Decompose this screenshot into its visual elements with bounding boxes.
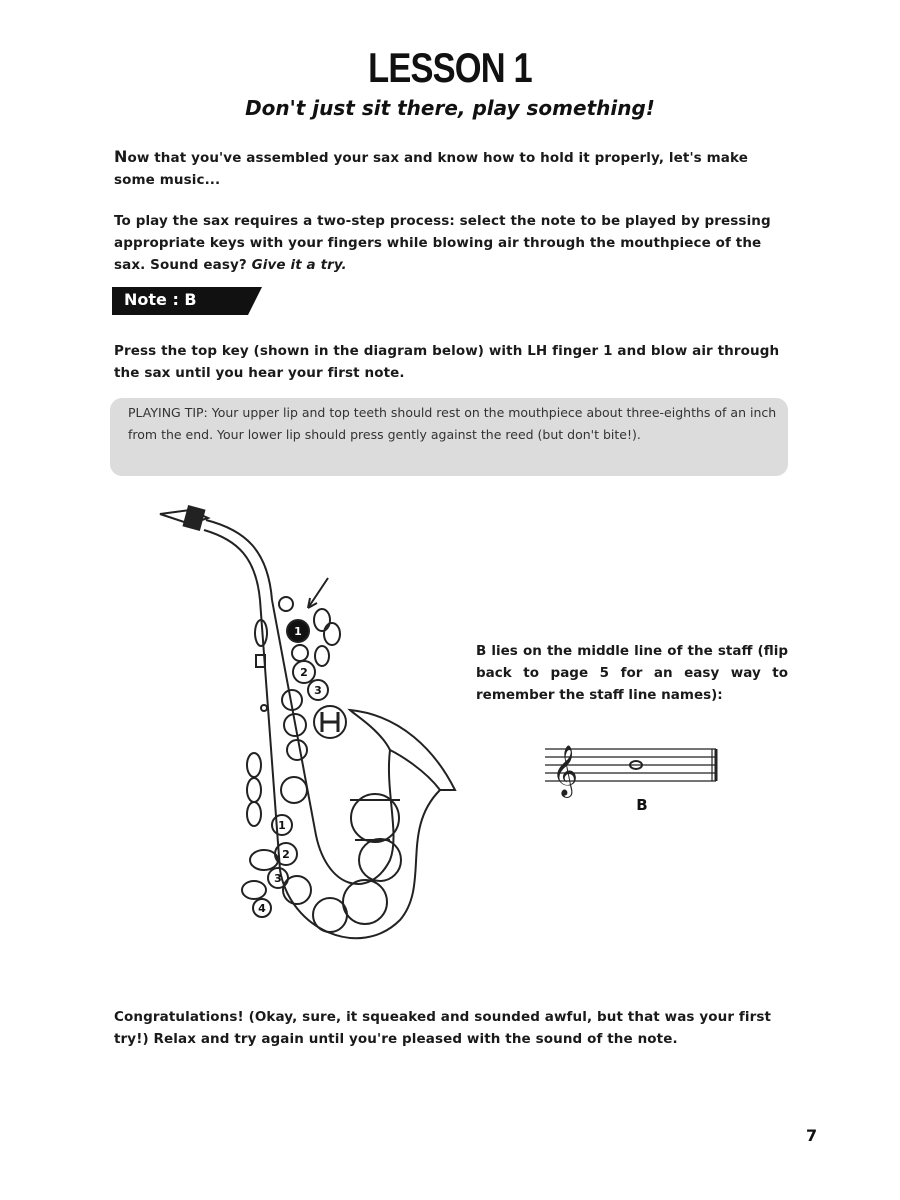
- key-number-label: 1: [294, 625, 302, 638]
- key-icon: [343, 880, 387, 924]
- instruction-paragraph: Press the top key (shown in the diagram below) with LH finger 1 and blow air through the sax until you hear your first note.: [114, 343, 780, 381]
- side-key-icon: [247, 778, 261, 802]
- playing-tip-text: PLAYING TIP: Your upper lip and top teeth should rest on the mouthpiece about three-eighths of an inch from the end. Your lower lip should press gently against the reed (but don't bite!).: [128, 405, 777, 442]
- key-number-label: 1: [278, 819, 286, 832]
- small-key-icon: [261, 705, 267, 711]
- closing-paragraph: Congratulations! (Okay, sure, it squeaked and sounded awful, but that was your first try!) Relax and try again until you're pleased with the sound of the note.: [114, 1009, 772, 1047]
- key-number-label: 4: [258, 902, 266, 915]
- neck-inner-outline: [204, 530, 260, 600]
- music-staff: [540, 735, 720, 800]
- bell-outline: [350, 710, 455, 790]
- table-key-icon: [250, 850, 278, 870]
- lesson-subtitle: Don't just sit there, play something!: [245, 96, 655, 120]
- key-number-label: 2: [300, 666, 308, 679]
- lesson-title: LESSON 1: [368, 44, 532, 91]
- key-number-label: 3: [314, 684, 322, 697]
- key-h-symbol: [322, 712, 338, 732]
- treble-clef-icon: 𝄞: [552, 745, 579, 796]
- side-key-icon: [324, 623, 340, 645]
- side-key-icon: [314, 609, 330, 631]
- side-key-icon: [247, 753, 261, 777]
- key-number-label: 2: [282, 848, 290, 861]
- note-label: Note : B: [124, 290, 197, 309]
- intro-paragraph: [114, 146, 786, 191]
- side-key-icon: [315, 646, 329, 666]
- key-number-label: 3: [274, 872, 282, 885]
- bow-inner-outline: [315, 750, 394, 884]
- drop-letter: N: [114, 147, 128, 166]
- arrow-line: [308, 578, 328, 608]
- process-italic: Give it a try.: [251, 257, 347, 273]
- page-number: 7: [806, 1126, 818, 1145]
- playing-tip-box: [110, 398, 788, 476]
- side-key-icon: [247, 802, 261, 826]
- key-icon: [281, 777, 307, 803]
- saxophone-diagram: [150, 500, 470, 960]
- staff-note-name: B: [636, 796, 648, 814]
- note-heading: [112, 287, 262, 315]
- process-paragraph: [114, 210, 786, 276]
- intro-text: ow that you've assembled your sax and know how to hold it properly, let's make some music...: [114, 150, 748, 188]
- key-icon: [313, 898, 347, 932]
- key-icon: [292, 645, 308, 661]
- process-text: To play the sax requires a two-step process: select the note to be played by pressing appropriate keys with your fingers while blowing air through the mouthpiece of the sax. Sound easy?: [114, 213, 771, 273]
- key-octave-icon: [279, 597, 293, 611]
- key-icon: [283, 876, 311, 904]
- staff-description: B lies on the middle line of the staff (flip back to page 5 for an easy way to remember the staff line names):: [476, 643, 788, 703]
- neck-outline: [206, 520, 272, 600]
- key-icon: [287, 740, 307, 760]
- body-left-outline: [260, 600, 280, 870]
- table-key-icon: [242, 881, 266, 899]
